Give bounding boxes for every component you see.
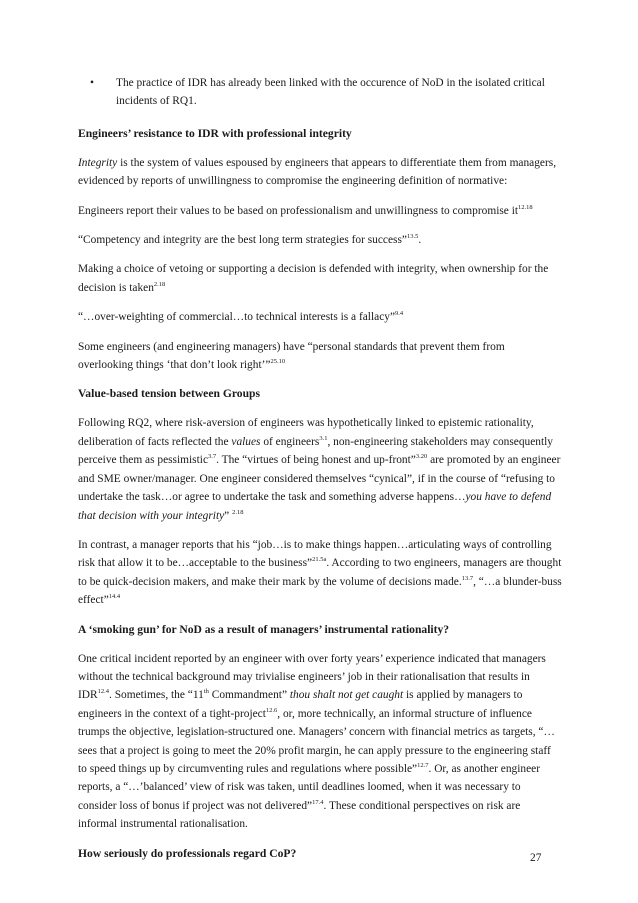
emphasis-text: you have to defend that decision with your integrity <box>78 491 552 522</box>
page-number: 27 <box>530 852 542 864</box>
emphasis-text: Integrity <box>78 156 118 169</box>
text-run: . The “virtues of being honest and up-front” <box>216 454 416 467</box>
text-run: Commandment” <box>208 689 290 702</box>
reference-superscript: 2.18 <box>153 281 166 289</box>
reference-superscript: 17.4 <box>312 798 324 806</box>
bullet-item <box>78 74 562 111</box>
text-run: Following RQ2, where risk-aversion of engineers was hypothetically linked to epistemic rationality, deliberation of facts reflected the <box>78 417 534 448</box>
body-paragraph <box>78 536 562 610</box>
reference-superscript: 3.1 <box>319 435 328 443</box>
sections-container <box>78 125 562 863</box>
reference-superscript: 9.4 <box>395 310 404 318</box>
reference-superscript: 14.4 <box>108 593 121 601</box>
emphasis-text: thou shalt not get caught <box>289 689 404 702</box>
emphasis-text: values <box>231 435 261 448</box>
reference-superscript: 25.10 <box>270 358 286 366</box>
reference-superscript: 12.18 <box>518 203 533 211</box>
body-paragraph <box>78 414 562 524</box>
text-run: In contrast, a manager reports that his “job…is to make things happen…articulating ways of controlling risk that allow it to be…acceptable to the business” <box>78 538 552 570</box>
body-paragraph <box>78 154 562 191</box>
text-run: , non-engineering stakeholders may consequently perceive them as pessimistic <box>78 435 553 467</box>
bullet-symbol: • <box>90 77 94 89</box>
text-run: “…over-weighting of commercial…to technical interests is a fallacy” <box>78 311 396 324</box>
text-run: Some engineers (and engineering managers) have “personal standards that prevent them from overlooking things ‘that don’t look right’” <box>78 340 505 372</box>
text-run: of engineers <box>260 435 320 448</box>
reference-superscript: 13.7 <box>461 574 474 582</box>
body-paragraph <box>78 231 562 249</box>
body-paragraph <box>78 338 562 375</box>
text-run: . According to two engineers, managers are thought to be quick-decision makers, and make their mark by the volume of decisions made. <box>78 557 562 588</box>
text-run: ” <box>224 509 233 522</box>
text-run: Making a choice of vetoing or supporting a decision is defended with integrity, when ownership for the decision is taken <box>78 263 549 294</box>
body-paragraph <box>78 308 562 326</box>
section-heading: How seriously do professionals regard CoP? <box>78 846 297 860</box>
body-paragraph <box>78 260 562 297</box>
bullet-text: The practice of IDR has already been linked with the occurence of NoD in the isolated critical incidents of RQ1. <box>116 77 545 108</box>
reference-superscript: 12.6 <box>265 706 278 714</box>
text-run: “Competency and integrity are the best long term strategies for success” <box>78 234 407 247</box>
text-run: . These conditional perspectives on risk are informal instrumental rationalisation. <box>78 799 521 831</box>
section-heading: Value-based tension between Groups <box>78 387 260 401</box>
reference-superscript: 2.18 <box>232 508 244 516</box>
text-run: One critical incident reported by an engineer with over forty years’ experience indicated that managers without the technical background may trivialise engineers’ job in their rationalisation that results in IDR <box>78 652 546 702</box>
section-heading: Engineers’ resistance to IDR with professional integrity <box>78 126 352 140</box>
text-run: Engineers report their values to be based on professionalism and unwillingness to compromise it <box>78 204 519 217</box>
body-paragraph <box>78 202 562 220</box>
page-content <box>78 74 562 874</box>
text-run: is the system of values espoused by engineers that appears to differentiate them from managers, evidenced by reports of unwillingness to compromise the engineering definition of normative: <box>78 156 557 188</box>
section-heading: A ‘smoking gun’ for NoD as a result of managers’ instrumental rationality? <box>78 622 450 636</box>
reference-superscript: 21.5a <box>312 556 327 564</box>
text-run: is applied by managers to engineers in the context of a tight-project <box>78 689 523 720</box>
reference-superscript: 12.4 <box>97 688 109 696</box>
reference-superscript: th <box>203 688 209 696</box>
text-run: . <box>418 234 422 247</box>
text-run: . Or, as another engineer reports, a “…’balanced’ view of risk was taken, until deadlines loomed, when it was necessary to consider loss of bonus if project was not delivered” <box>78 762 541 812</box>
reference-superscript: 3.7 <box>208 453 217 461</box>
text-run: . Sometimes, the “11 <box>109 689 204 702</box>
reference-superscript: 13.5 <box>406 233 419 241</box>
text-run: are promoted by an engineer and SME owner/manager. One engineer considered themselves “cynical”, if in the course of “refusing to undertake the task…or agree to undertake the task and something adverse happens… <box>78 454 561 504</box>
body-paragraph <box>78 650 562 834</box>
reference-superscript: 3.20 <box>415 453 428 461</box>
reference-superscript: 12.7 <box>417 762 429 770</box>
text-run: , or, more technically, an informal structure of influence trumps the objective, legislation-structured one. Managers’ concern with financial metrics as targets, “…sees that a project is going to meet the 20% profit margin, he can apply pressure to the engineering staff to speed things up by circumventing rules and regulations where possible” <box>78 707 555 775</box>
text-run: , “…a blunder-buss effect” <box>78 575 562 607</box>
